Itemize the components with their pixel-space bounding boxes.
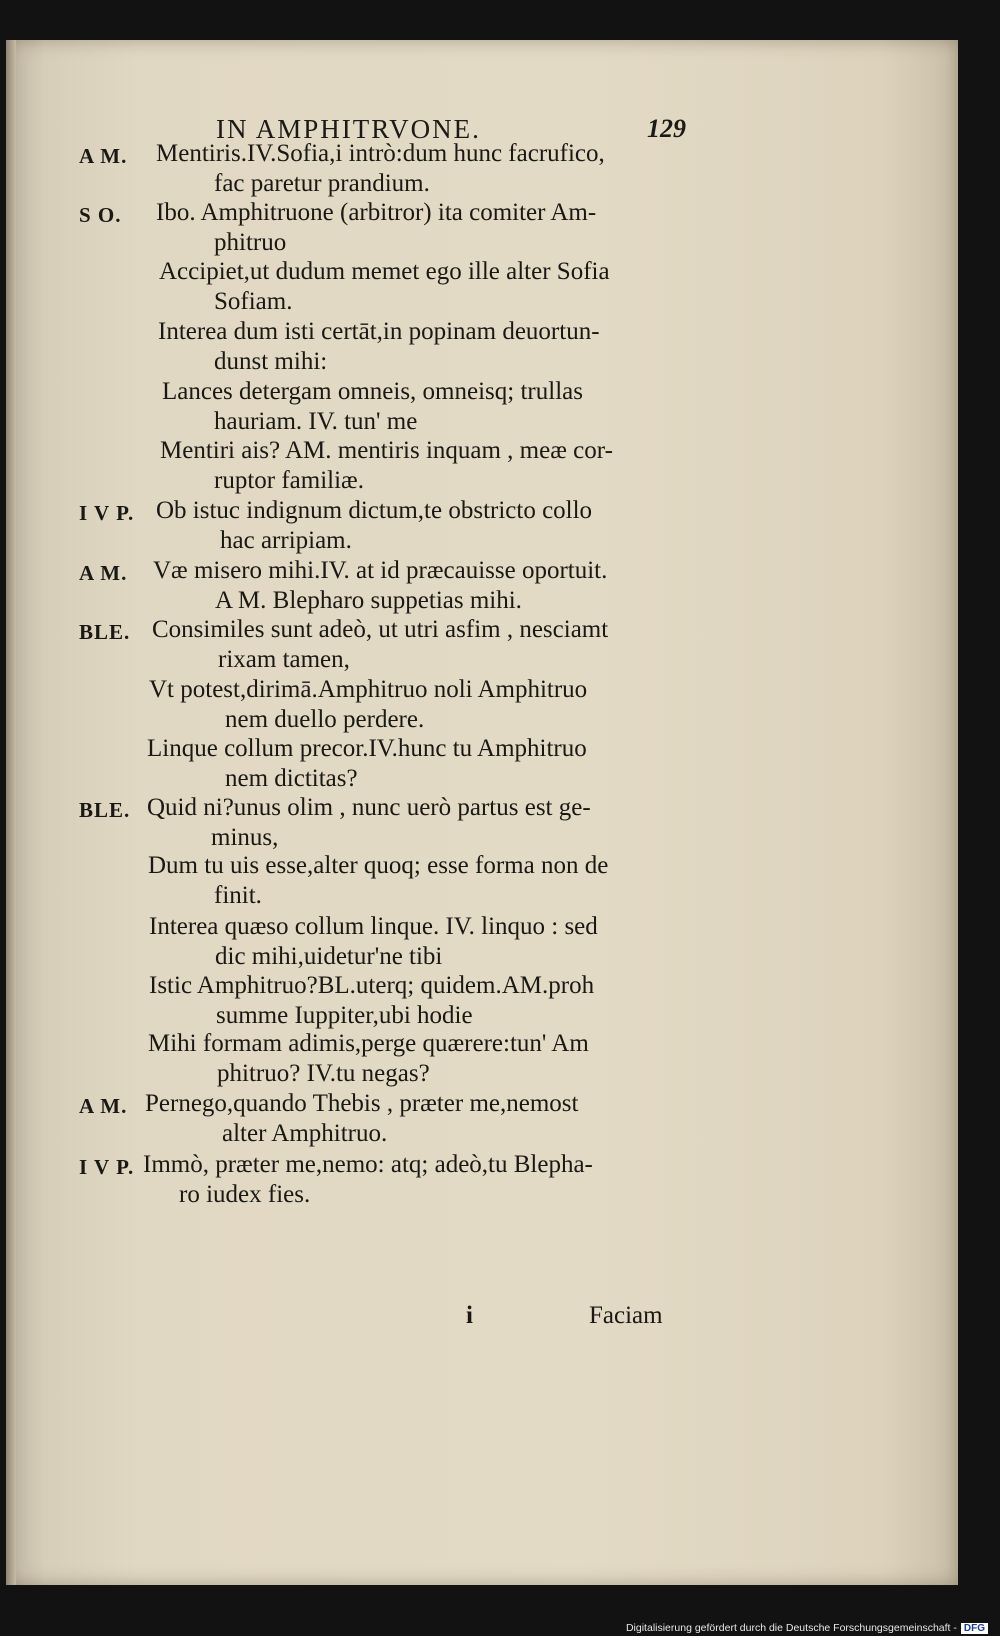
verse-line (6, 437, 958, 497)
speaker-label: A M. (79, 144, 128, 168)
verse-text: Interea quæso collum linque. IV. linquo : sed (149, 913, 598, 940)
verse-line (6, 497, 958, 557)
verse-continuation: rixam tamen, (218, 646, 350, 673)
verse-continuation: hauriam. IV. tun' me (214, 408, 418, 435)
verse-continuation: hac arripiam. (220, 527, 352, 554)
verse-text: Pernego,quando Thebis , præter me,nemost (145, 1090, 579, 1117)
speaker-label: I V P. (79, 1155, 135, 1179)
verse-continuation: ruptor familiæ. (214, 467, 364, 494)
book-page (6, 40, 958, 1585)
verse-text: Quid ni?unus olim , nunc uerò partus est ge- (147, 794, 591, 821)
verse-line (6, 258, 958, 318)
verse-continuation: summe Iuppiter,ubi hodie (216, 1002, 473, 1029)
dfg-logo: DFG (961, 1623, 988, 1634)
verse-text: Immò, præter me,nemo: atq; adeò,tu Blepha- (143, 1151, 593, 1178)
catchword: Faciam (589, 1302, 663, 1329)
verse-line (6, 1030, 958, 1090)
verse-text: Lances detergam omneis, omneisq; trullas (162, 378, 583, 405)
verse-line (6, 557, 958, 617)
verse-text: Istic Amphitruo?BL.uterq; quidem.AM.proh (149, 972, 595, 999)
verse-text: Dum tu uis esse,alter quoq; esse forma non de (148, 852, 609, 879)
verse-line (6, 616, 958, 676)
verse-text: Consimiles sunt adeò, ut utri asfim , nesciamt (152, 616, 609, 643)
verse-line (6, 972, 958, 1032)
speaker-label: BLE. (79, 798, 131, 822)
verse-text: Mentiris.IV.Sofia,i intrò:dum hunc facrufico, (156, 140, 605, 167)
verse-continuation: phitruo (214, 229, 287, 256)
verse-line (6, 913, 958, 973)
speaker-label: A M. (79, 1094, 128, 1118)
verse-continuation: dunst mihi: (214, 348, 328, 375)
verse-line (6, 378, 958, 438)
verse-continuation: ro iudex fies. (179, 1181, 311, 1208)
speaker-label: S O. (79, 203, 122, 227)
verse-continuation: Sofiam. (214, 288, 293, 315)
verse-line (6, 735, 958, 795)
verse-continuation: alter Amphitruo. (222, 1120, 388, 1147)
verse-continuation: minus, (211, 824, 279, 851)
verse-text: Accipiet,ut dudum memet ego ille alter Sofia (159, 258, 610, 285)
verse-text: Væ misero mihi.IV. at id præcauisse oportuit. (153, 557, 608, 584)
speaker-label: A M. (79, 561, 128, 585)
verse-continuation: finit. (214, 882, 262, 909)
verse-line (6, 199, 958, 259)
speaker-label: I V P. (79, 501, 135, 525)
verse-line (6, 852, 958, 912)
verse-line (6, 676, 958, 736)
verse-text: Ibo. Amphitruone (arbitror) ita comiter Am- (156, 199, 597, 226)
verse-text: Vt potest,dirimā.Amphitruo noli Amphitruo (149, 676, 588, 703)
verse-continuation: A M. Blepharo suppetias mihi. (215, 587, 522, 614)
verse-line (6, 140, 958, 200)
verse-continuation: phitruo? IV.tu negas? (217, 1060, 430, 1087)
verse-line (6, 1090, 958, 1150)
speaker-label: BLE. (79, 620, 131, 644)
footer-credit: Digitalisierung gefördert durch die Deutsche Forschungsgemeinschaft - (625, 1622, 957, 1634)
verse-continuation: nem dictitas? (225, 765, 358, 792)
digitization-footer (626, 1622, 988, 1636)
verse-line (6, 1151, 958, 1211)
verse-text: Linque collum precor.IV.hunc tu Amphitruo (147, 735, 587, 762)
verse-continuation: nem duello perdere. (225, 706, 425, 733)
running-head: IN AMPHITRVONE. (216, 114, 481, 144)
verse-text: Mihi formam adimis,perge quærere:tun' Am (148, 1030, 589, 1057)
signature-mark: i (466, 1302, 473, 1329)
verse-text: Ob istuc indignum dictum,te obstricto collo (156, 497, 593, 524)
verse-continuation: fac paretur prandium. (214, 170, 430, 197)
verse-continuation: dic mihi,uidetur'ne tibi (215, 943, 443, 970)
verse-line (6, 794, 958, 854)
page-number: 129 (647, 114, 686, 143)
verse-text: Mentiri ais? AM. mentiris inquam , meæ cor- (160, 437, 613, 464)
verse-text: Interea dum isti certāt,in popinam deuortun- (158, 318, 600, 345)
catchword-row (6, 1302, 958, 1336)
verse-line (6, 318, 958, 378)
